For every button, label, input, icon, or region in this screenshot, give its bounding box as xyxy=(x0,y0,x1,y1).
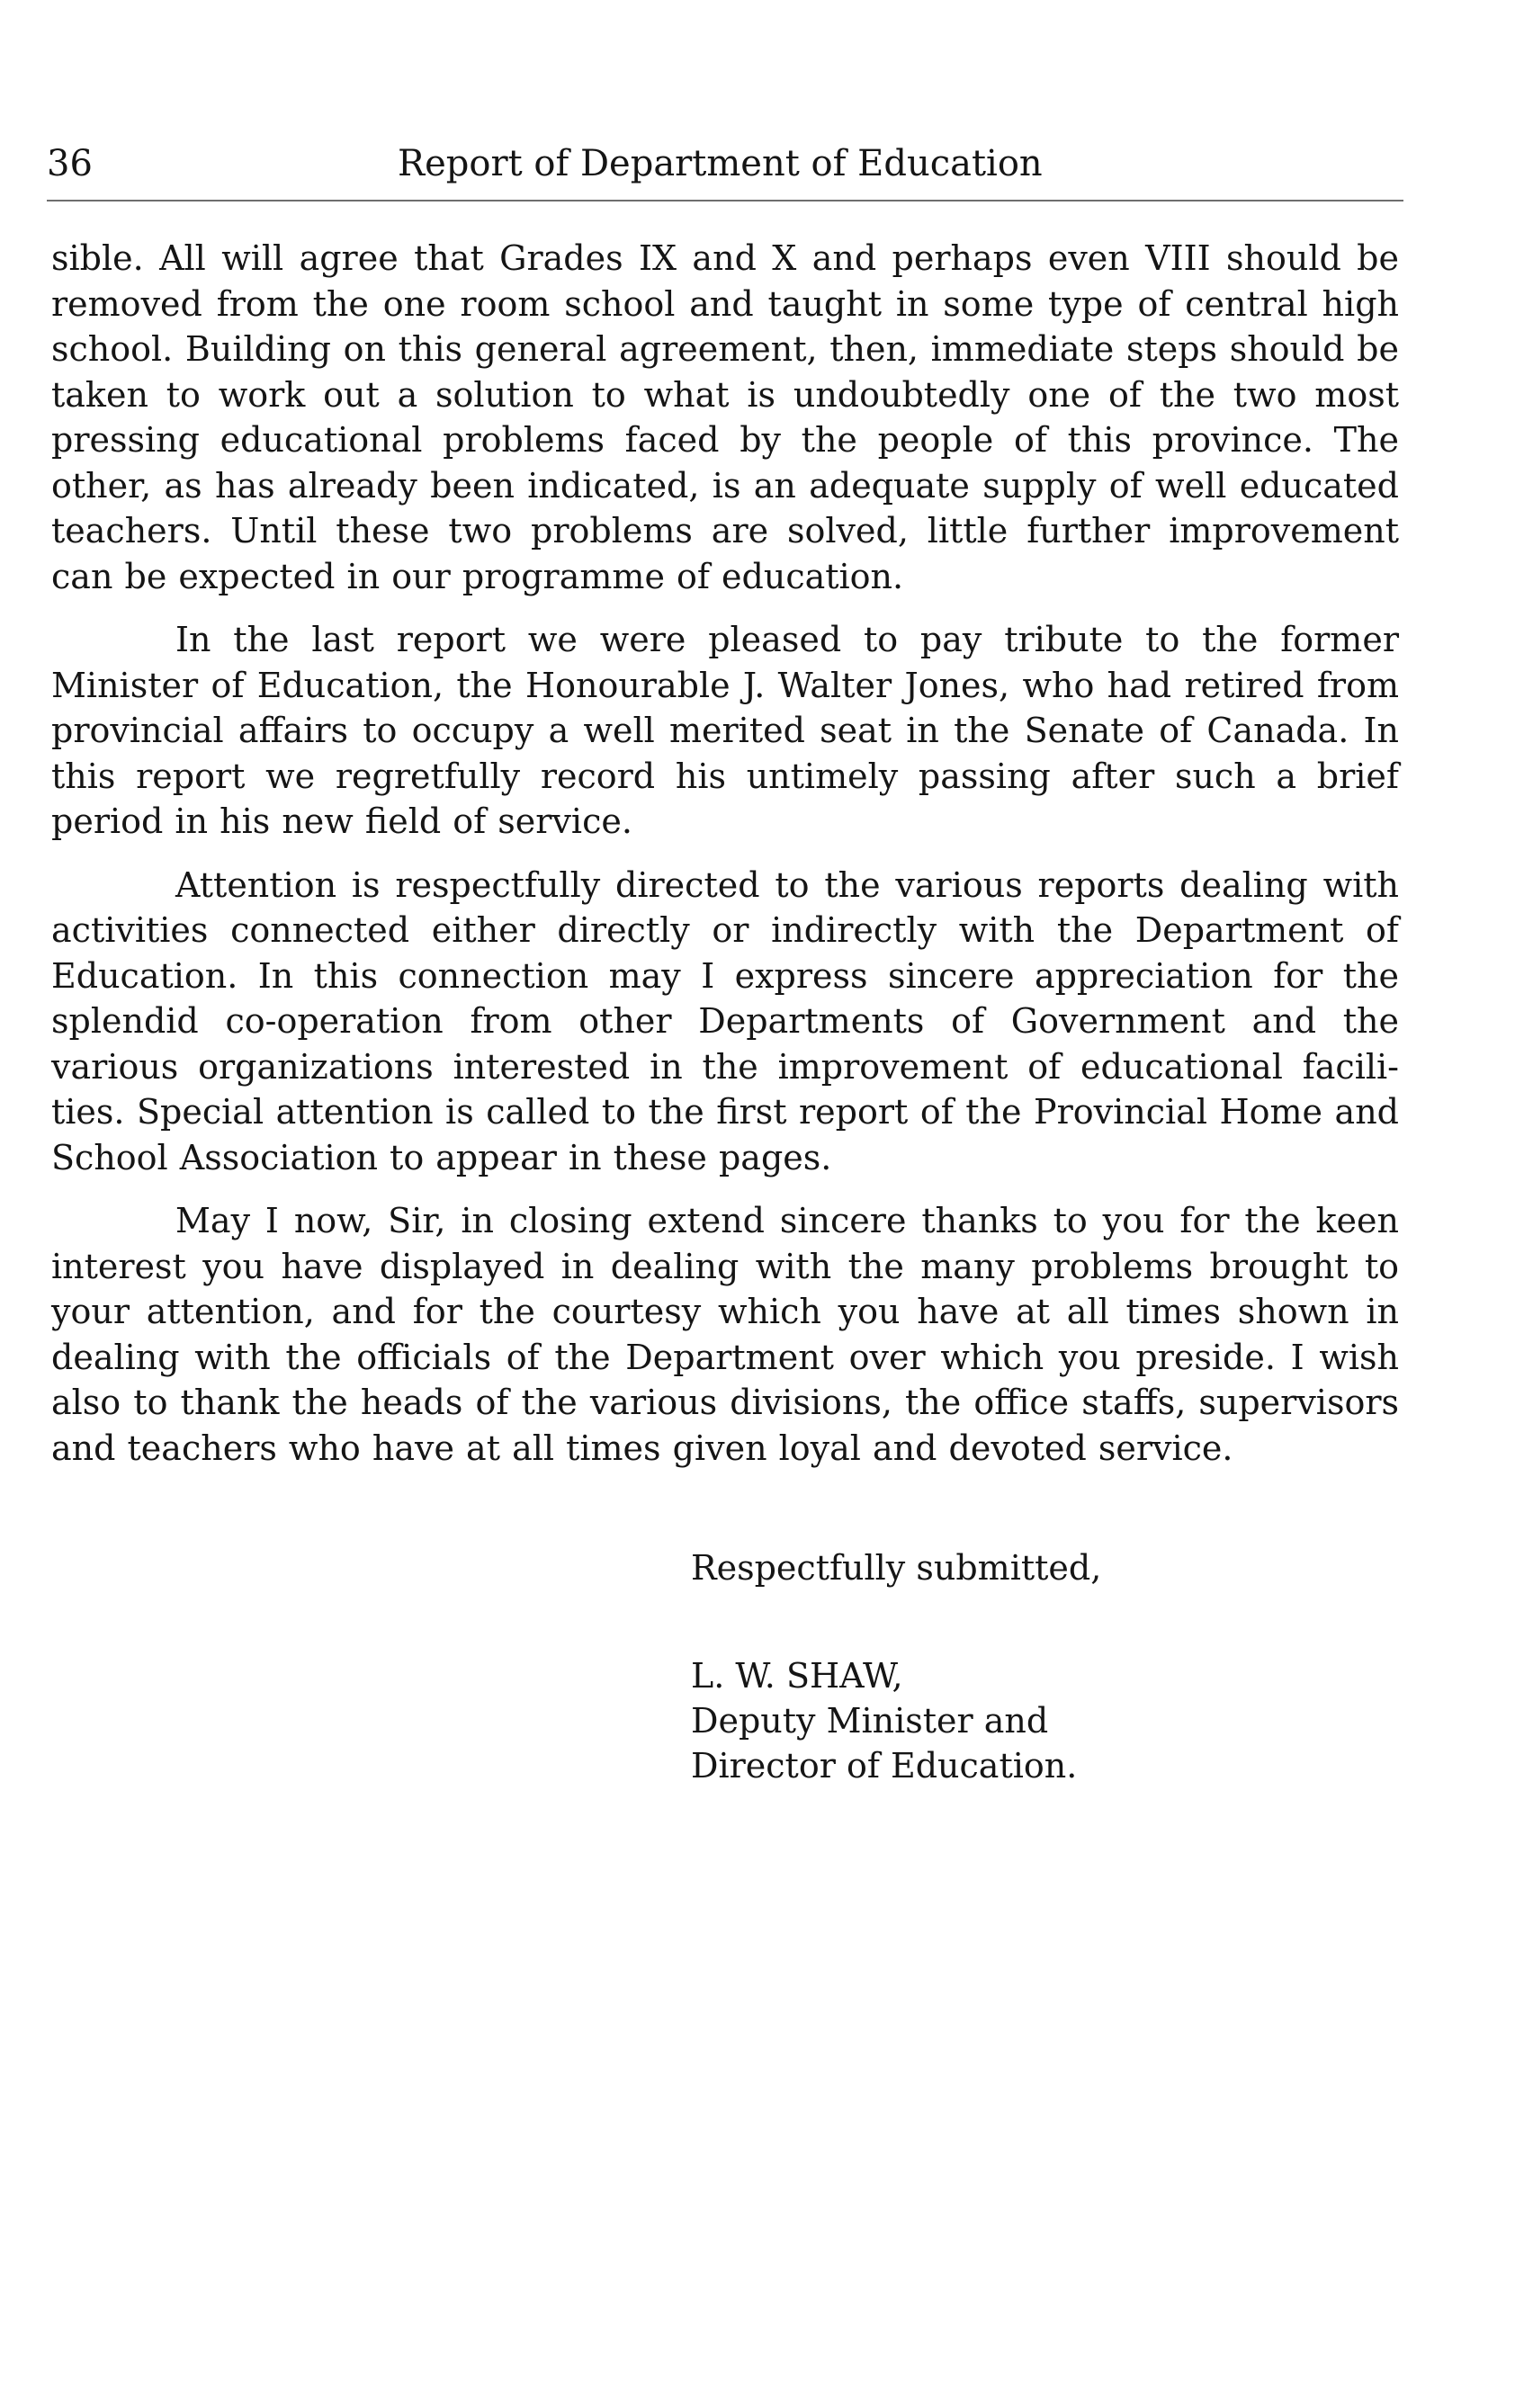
page-number: 36 xyxy=(47,143,93,184)
signature-block xyxy=(691,1545,1101,1788)
paragraph-attention: Attention is respectfully directed to the various reports dealing with activities connected either directly or indirectly with the Department of Education. In this connection may I express sincere appreciation for the splendid co-operation from other Departments of Government and the various organizations interested in the improvement of educational facili-ties. Special attention is called to the first report of the Provincial Home and School Association to appear in these pages. xyxy=(51,864,1399,1177)
paragraph-closing-thanks: May I now, Sir, in closing extend sincere thanks to you for the keen interest you have displayed in dealing with the many problems brought to your attention, and for the courtesy which you have at all times shown in dealing with the officials of the Department over which you preside. I wish also to thank the heads of the various divisions, the office staffs, supervisors and teachers who have at all times given loyal and devoted service. xyxy=(51,1201,1399,1468)
paragraph-tribute: In the last report we were pleased to pay tribute to the former Minister of Education, the Honourable J. Walter Jones, who had retired from provincial affairs to occupy a well merited seat in the Senate of Canada. In this report we regretfully record his untimely passing after such a brief period in his new field of service. xyxy=(51,620,1399,841)
running-header xyxy=(47,142,1403,200)
signer-name: L. W. SHAW, xyxy=(691,1656,903,1696)
header-rule xyxy=(47,200,1403,201)
paragraph-continuation: sible. All will agree that Grades IX and X and perhaps even VIII should be removed from the one room school and taught in some type of central high school. Building on this general agreement, then, immediate steps should be taken to work out a solution to what is undoubtedly one of the two most pressing educational problems faced by the people of this province. The other, as has already been indicated, is an adequate supply of well educated teachers. Until these two problems are solved, little further improvement can be expected in our programme of education. xyxy=(51,238,1399,596)
signer-title-line-1: Deputy Minister and xyxy=(691,1701,1049,1741)
header-title: Report of Department of Education xyxy=(398,143,1043,184)
closing-line: Respectfully submitted, xyxy=(691,1548,1102,1588)
body-text xyxy=(51,236,1399,1489)
signer-title-line-2: Director of Education. xyxy=(691,1746,1078,1786)
